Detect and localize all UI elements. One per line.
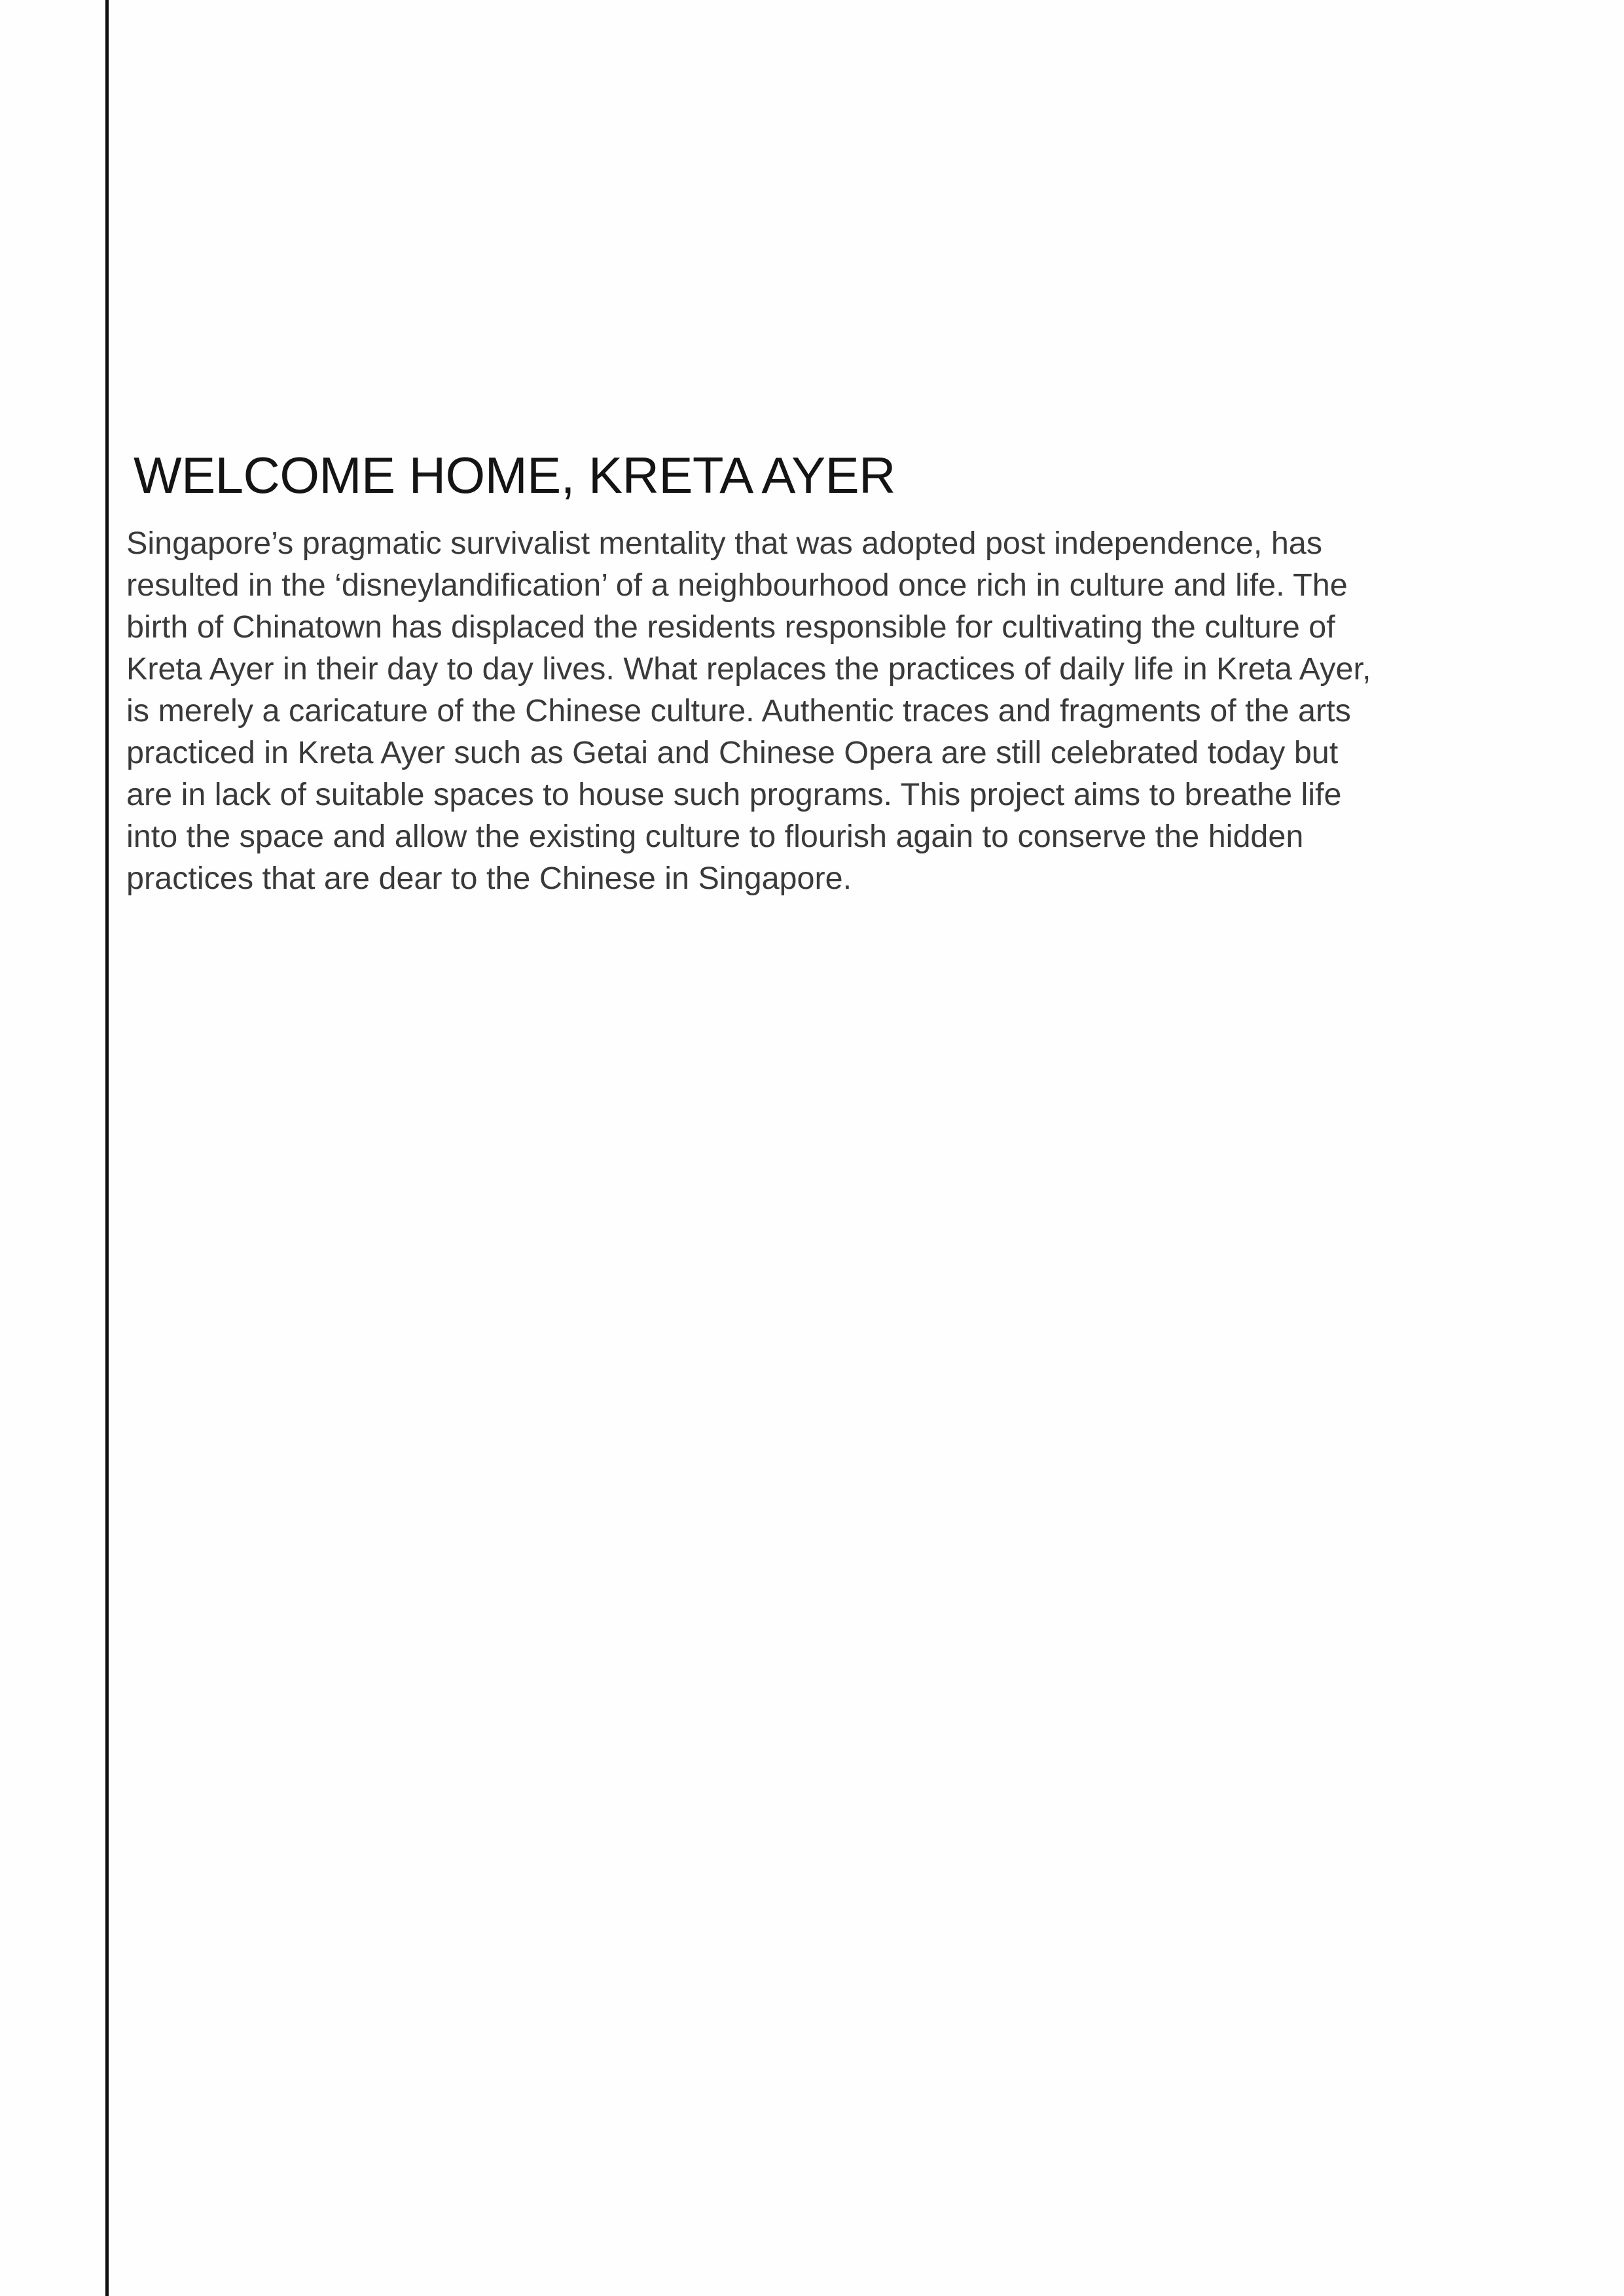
body-line-2: resulted in the ‘disneylandification’ of a neighbourhood once rich in culture and life. The: [126, 567, 1348, 603]
body-line-7: are in lack of suitable spaces to house such programs. This project aims to breathe life: [126, 777, 1342, 812]
body-line-5: is merely a caricature of the Chinese culture. Authentic traces and fragments of the arts: [126, 693, 1351, 728]
body-line-1: Singapore’s pragmatic survivalist mentality that was adopted post independence, has: [126, 526, 1323, 561]
body-line-8: into the space and allow the existing culture to flourish again to conserve the hidden: [126, 819, 1304, 854]
body-line-6: practiced in Kreta Ayer such as Getai and Chinese Opera are still celebrated today but: [126, 735, 1339, 770]
vertical-margin-rule: [105, 0, 109, 2296]
body-line-4: Kreta Ayer in their day to day lives. What replaces the practices of daily life in Kreta Ayer,: [126, 651, 1371, 687]
page-title: WELCOME HOME, KRETA AYER: [134, 446, 895, 504]
body-paragraph: [126, 522, 1599, 899]
body-line-9: practices that are dear to the Chinese in Singapore.: [126, 861, 852, 896]
body-line-3: birth of Chinatown has displaced the residents responsible for cultivating the culture of: [126, 609, 1335, 645]
